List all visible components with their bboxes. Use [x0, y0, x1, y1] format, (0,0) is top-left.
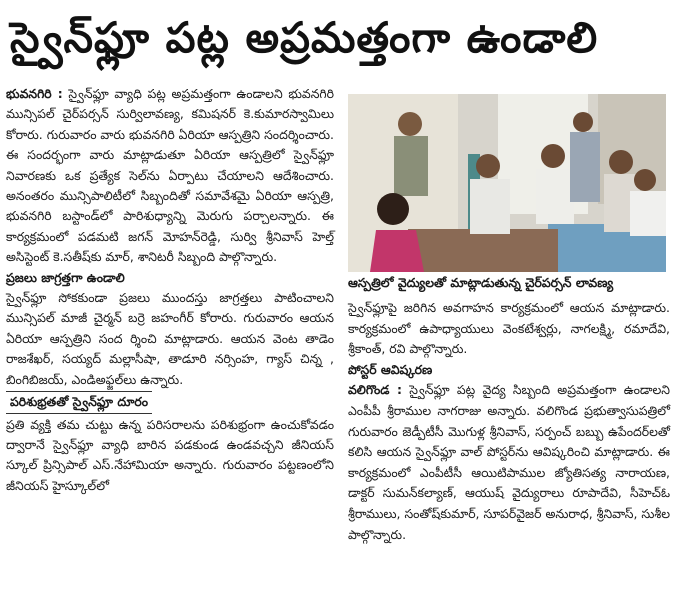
paragraph-text: స్వైన్‌ఫ్లూ వ్యాధి పట్ల అప్రమత్తంగా ఉండాలని భువనగిరి మున్సిపల్ చైర్‌పర్సన్ సుర్విలావణ్య, కమిషనర్ కె.కుమారస్వామిలు కోరారు. గురువారం వారు భువనగిరి ఏరియా ఆస్పత్రిని సందర్శించారు. ఈ సందర్భంగా వారు మాట్లాడుతూ ఏరియా ఆస్పత్రిలో స్వైన్‌ఫ్లూ నివారణకు ఒక ప్రత్యేక సెల్‌ను ఏర్పాటు చేయాలని ఆదేశించారు. అనంతరం మున్సిపాలిటీలో సిబ్బందితో సమావేశమై ఏరియా ఆస్పత్రి, భువనగిరి బస్టాండ్‌లో పారిశుధ్యాన్ని మెరుగు పర్చాలన్నారు. ఈ కార్యక్రమంలో పడమటి జగన్ మోహన్‌రెడ్డి, సుర్వి శ్రీనివాస్ హెల్త్ అసిస్టెంట్ కె.సతీష్‌కు మార్, శానిటరీ సిబ్బంది పాల్గొన్నారు.: [6, 86, 334, 265]
paragraph: స్వైన్‌ఫ్లూపై జరిగిన అవగాహన కార్యక్రమంలో ఆయన మాట్లాడారు. కార్యక్రమంలో ఉపాధ్యాయులు వెంకటేశ్వర్లు, నాగలక్ష్మి, రమాదేవి, శ్రీకాంత్, రవి పాల్గొన్నారు.: [348, 300, 670, 357]
right-column: [348, 298, 670, 545]
paragraph: [348, 380, 670, 545]
subheading: ప్రజలు జాగ్రత్తగా ఉండాలి: [6, 269, 125, 285]
boxed-subheading: పరిశుభ్రతతో స్వైన్‌ఫ్లూ దూరం: [6, 391, 152, 413]
left-column: [6, 84, 334, 496]
dateline: భువనగిరి :: [6, 86, 63, 101]
dateline: వలిగొండ :: [348, 382, 402, 398]
paragraph: ప్రతి వ్యక్తి తమ చుట్టు ఉన్న పరిసరాలను పరిశుభ్రంగా ఉంచుకోవడం ద్వారానే స్వైన్‌ఫ్లూ వ్యాధి బారిన పడకుండ ఉండవచ్చని జీనియస్ స్కూల్ ప్రిన్సిపాల్ ఎస్.నేహామియా అన్నారు. గురువారం పట్టణంలోని జీనియస్ హైస్కూల్‌లో: [6, 416, 334, 493]
paragraph-text: స్వైన్‌ఫ్లూ పట్ల వైద్య సిబ్బంది అప్రమత్తంగా ఉండాలని ఎంపీపీ శ్రీరాముల నాగరాజు అన్నారు. వలిగొండ ప్రభుత్వాసుపత్రిలో గురువారం జెడ్పీటీసీ మొగుళ్ల శ్రీనివాస్, సర్పంచ్ బబ్బు ఉపేందర్‌లతో కలిసి ఆయన స్వైన్‌ఫ్లూ వాల్ పోస్టర్‌ను ఆవిష్కరించి మాట్లాడారు. ఈ కార్యక్రమంలో ఎంపీటీసీ ఆయిటిపాముల జ్యోతిసత్య నారాయణ, డాక్టర్ సుమన్‌కల్యాణ్, ఆయుష్ వైద్యురాలు రూపాదేవి, సీహెచ్‌ఓ శ్రీరాములు, సంతోష్‌కుమార్, సూపర్‌వైజర్ అనురాధ, శ్రీనివాస్, సుశీల పాల్గొన్నారు.: [348, 382, 670, 542]
photo-caption: ఆస్పత్రిలో వైద్యులతో మాట్లాడుతున్న చైర్‌పర్సన్ లావణ్య: [348, 275, 614, 290]
headline: స్వైన్‌ఫ్లూ పట్ల అప్రమత్తంగా ఉండాలి: [10, 13, 599, 62]
news-photo: [348, 94, 666, 272]
paragraph: [6, 84, 334, 268]
subheading: పోస్టర్ ఆవిష్కరణ: [348, 361, 433, 377]
hospital-visit-photo: [348, 94, 666, 272]
paragraph: స్వైన్‌ఫ్లూ సోకకుండా ప్రజలు ముందస్తు జాగ్రత్తలు పాటించాలని మున్సిపల్ మాజీ చైర్మన్ బర్రె జహంగీర్ కోరారు. గురువారం ఆయన ఏరియా ఆస్పత్రిని సంద ర్శించి మాట్లాడారు. ఆయన వెంట తాడెం రాజశేఖర్, సయ్యద్ మల్లాసీషా, తాడూరి నర్సింహ, గ్యాస్ చిన్న , బింగిబిజయ్, ఎండిఅఫ్జల్‌లు ఉన్నారు.: [6, 290, 334, 387]
